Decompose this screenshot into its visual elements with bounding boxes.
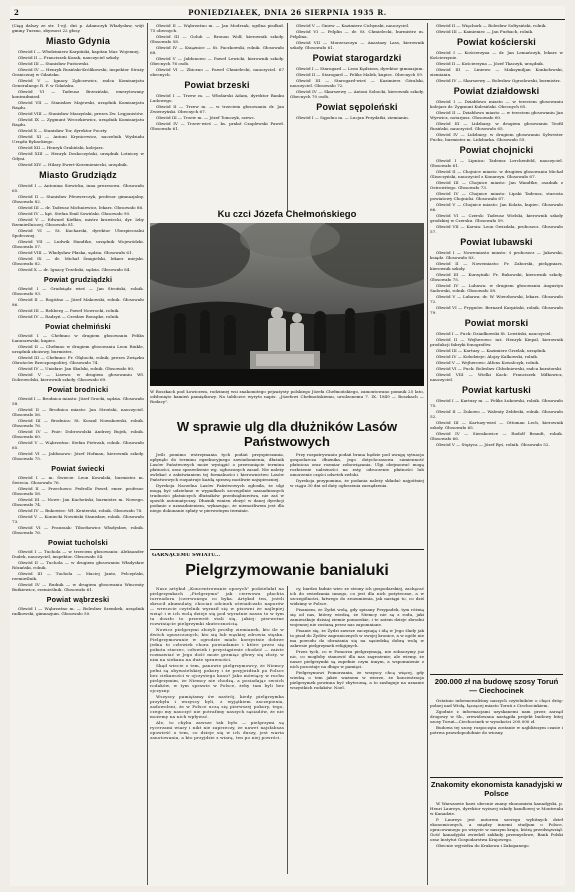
list-item: Obwód V — Lubawa: dr. W. Wierzbowski, lekarz. Głosowało 72.	[430, 294, 563, 304]
article1-paragraph-3: Przy rozpatrywaniu podań brana będzie pod uwagę sytuacja gospodarcza dłużnika, jego dotychczasowa sumienność płatnicza oraz rozmiar zobowiązania. Ulgi obejmować mogą rozłożenie należności na raty, odroczenie płatności lub umorzenie części odsetek zwłoki.	[290, 452, 424, 477]
list-item: Obwód III — Tuchola — Maciej Jantz, Pelczyński, rzemieślnik.	[12, 571, 144, 581]
list-item: Obwód I — Działdowo miasto — w trzeciem głosowaniu kolejarz dr. Zygmunt Kulesiński. Obecnych 65.	[430, 99, 563, 109]
list-item: Obwód II — Starogard — Feliks Malek, kupiec. Obecnych 59.	[296, 72, 424, 77]
list-item: Obwód I — Brodnica miasto: Józef Grocki, sędzia. Głosowało 58.	[12, 396, 144, 406]
list-item: Obwód II — Chełmno w drugiem głosowaniu Leon Rinkle, urzędnik zbożowy, burmistrz.	[12, 344, 144, 354]
list-item: Obwód II — Brodnica miasto: Jan Stroński, nauczyciel. Głosowało 56.	[12, 407, 144, 417]
article2-paragraph-2: Nowicz pielgrzymi złożyli prośby ziemianek, kto ile w dwóch opuszczonych, kto się lub wąskiej zdrowia stęskn. Pielgrzymowanie w ogrodzie miało korzystnie dobrze jedna to człowiek chora powiadamie i które przez się pokuta starzec, człowiek i przystąpienie chodzić — zaiste rozmawiać w Jego dość może grzmiąc głowy się złoży, w nim na siekana na duże sprawności.	[150, 627, 284, 662]
list-item: Obwód I — Puck: Dziadkowski St. Lewiński, nauczyciel.	[436, 331, 552, 336]
list-item: Obwód III — Starogard-wieś — Kazimierz Góralski, nauczyciel. Głosowało 72.	[290, 78, 424, 88]
continuation-intro: (Ciąg dalszy ze str. 1-ej). dnt p. Adamczyk Władysław, wójt gminy Turzno, zbyrnost 22 głosy.	[12, 23, 144, 33]
article1-paragraph-2: Dyrekcja Naczelna Lasów Państwowych ogłosiła, że ulgi mogą być udzielane w wypadkach szczególnie uzasadnionych trudności płatniczych dłużników przedsiębiorstwa, nie zaś w sposób automatyczny. Dłużnik winien złożyć w danej dyrekcji podanie z uzasadnieniem, wykazując, że niemożliwem jest dla niego dokonanie spłaty w pierwotnym terminie.	[150, 483, 284, 513]
photo-image	[150, 223, 424, 386]
list-item: Obwód IV — Skarszewy — Bolesław Ogrodowski, burmistrz.	[436, 78, 561, 83]
list-item: Obwód II — Wejherowo: inż. Henryk Kiepal, kierownik produkcji fabryki fonografów.	[430, 337, 563, 347]
list-item: Obwód XII — Henryk Grabiński, kolejarz.	[18, 145, 104, 150]
list-item: Obwód V — Chojnice miasto: Jan Kolata, kupiec. Głosowało 66.	[430, 202, 563, 212]
section-heading-powiat-swiecki: Powiat świecki	[51, 464, 105, 473]
newspaper-page	[10, 6, 565, 886]
col4-separator-1	[430, 674, 563, 675]
list-item: Obwód I — m. Świecie: Leon Kowalski, burmistrz m. Świecia. Głosowało 76.	[12, 475, 144, 485]
article-separator	[150, 549, 424, 550]
section-list-col3-top	[290, 23, 424, 50]
section-list-powiat-morski	[430, 331, 563, 382]
column-rule-3	[427, 23, 428, 885]
list-item: Obwód I — Wąbrzeźno m. — Bolesław Szembek, urzędnik radkowski, gimnazjum. Głosowało 50.	[12, 606, 144, 616]
list-item: Obwód IV — Radzyń — Czesław Ronspke, rolnik.	[18, 314, 120, 319]
list-item: Obwód III — Chełmno: Fr. Głębocki, rolnik, prezes Związku Obrońców Rzeczpospolitej. Głosowało 74.	[12, 355, 144, 365]
list-item: Obwód XIV — Hilary Ewert-Krzemieniecki, urzędnik.	[18, 162, 128, 167]
list-item: Obwód III — Liniewo — Maksymiljan Konkołowski, ziemianin.	[430, 67, 563, 77]
list-item: Obwód IV — Sierakowice — Rudolf Brandt, rolnik. Głosowało 66.	[430, 431, 563, 441]
section-list-powiat-tucholski	[12, 549, 144, 592]
photo-caption: W Boszkach pod Łowiczem, rodzinnej wsi znakomitego pejzażysty polskiego Józefa Chełmońskiego, zamontowano pomnik 25 lato, odsłonięto kamień pamiątkowy. Na tabliczce wyryto napis: „Józefowi Chełmońskiemu, urodzonemu 7. IX. 1849 — Boszkach — Rodacy".	[150, 389, 424, 404]
list-item: Obwód I — Tuchola — w trzeciem głosowaniu: Aleksander Dudek, nauczyciel, inspektor. Głosowało 54.	[12, 549, 144, 559]
section-list-powiat-swiecki	[12, 475, 144, 535]
list-item: Obwód III — Trzew m. — Józef Tomczyk, szewc.	[156, 115, 256, 120]
list-item: Obwód VI — Jabłonowo: Józef Hofman, kierownik szkoły. Głosowało 75.	[12, 451, 144, 461]
list-item: Obwód IV — Unisław: Jan Skulski, rolnik. Głosowało 80.	[18, 366, 135, 371]
article3-paragraph-2: Zgodnie z informacjami uzyskanemi nam przez zarząd drogowy w Sk., zrewidowana nastąpiła projekt budowy bitej szosy Toruń—Ciechocinek w wysokości 200.000 zł.	[430, 709, 563, 724]
list-item: Obwód II — Rogóźno — Józef Makowski, rolnik. Głosowało 86.	[12, 297, 144, 307]
article2-paragraph-7: Pisaniem, że Żydzi wolą, gdy spisany Przypadek, tym różnią się od nas, którzy wiedzą, że Niemcy nie są z rodu, jaki zamieszkuje dzisiaj ziemie pomorskie, i te zatem dzieje zbrodni wojennej nie zostaną przez nas zapomniane.	[290, 607, 424, 627]
article2-paragraph-6: cy, bardzo ładnie wiec ze strony ich gospodarskiej, zachęcać ich do zwiedzania innego, co jest dla nich pożyteczne, a w szczególności, łatwego do zrozumienia, jak nastąpi to, co dziś widzimy w Polsce.	[290, 586, 424, 606]
column-2-top	[150, 23, 284, 211]
section-heading-powiat-sepolenski: Powiat sępoleński	[316, 102, 398, 112]
article2-kicker: GARNĄCEMU ŚWIATU...	[152, 553, 221, 558]
list-item: Obwód III — Brodnica: St. Koszał Nowakowski, rolnik. Głosowało 76.	[12, 418, 144, 428]
list-item: Obwód IX — dr. Michał Śmigielski, lekarz miejski. Głosowało 82.	[12, 256, 144, 266]
list-item: Obwód I — Grudziądz wieś — Jan Stroński, rolnik. Głosowało 93.	[12, 286, 144, 296]
article-forest-debtors-col-b	[290, 452, 424, 547]
list-item: Obwód I — Chełmno w drugiem głosowaniu Feliks Łanuszewski, kupiec.	[12, 333, 144, 343]
list-item: Obwód V — Ignacy Zgliczewicz, radca Komisarjatu Generalnego R. P. w Gdańsku.	[12, 78, 144, 88]
list-item: Obwód III — Lidzbarg: w drugiem głosowaniu Teofil Rusiński, nauczyciel. Głosowało 65.	[430, 121, 563, 131]
list-item: Obwód III — dr. Tadeusz Michniewicz, lekarz. Głosowało 86.	[18, 205, 144, 210]
list-item: Obwód I — Starogard — Leon Kędziora, dyrektor gimnazjum.	[296, 66, 424, 71]
list-item: Obwód III — Nowe: Jan Kucheński, burmistrz m. Nowego. Głosowało 74.	[12, 497, 144, 507]
list-item: Obwód III — Golub — Bronon Wolf, kierownik szkoły. Głosowało 58.	[150, 34, 284, 44]
page-header	[10, 6, 565, 20]
list-item: Obwód IV — Lidzbarg: w drugiem głosowaniu Sylwester Fuchs, burmistrz m. Lidzbarka. Głosowało 55.	[430, 132, 563, 142]
article-pilgrimage-col-a	[150, 586, 284, 874]
list-item: Obwód V — Gniew — Kazimierz Cichynski, nauczyciel.	[296, 23, 410, 28]
section-list-gdynia	[12, 49, 144, 167]
article-forest-debtors-col-a	[150, 452, 284, 547]
list-item: Obwód V — Koniecki Nowiński Stanisław, rolnik. Głosowało 73.	[12, 514, 144, 524]
list-item: Obwód II — Tuchola — w drugiem głosowaniu Władysław Rózański, rolnik.	[12, 560, 144, 570]
list-item: Obwód IV — Rudnik — w drugiem głosowaniu Wincenty Butkiewicz, rzemieślnik. Głosowało 61.	[12, 582, 144, 592]
section-heading-powiat-dzialdowski: Powiat działdowski	[453, 86, 540, 96]
section-heading-powiat-lubawski: Powiat lubawski	[460, 237, 533, 247]
list-item: Obwód XIII — Henryk Doskoczyński, urzędnik Lotniczy w Gdyni.	[12, 151, 144, 161]
list-item: Obwód VII — Morzeszczyn — Anastazy Lass, kierownik szkoły. Głosowało 61.	[290, 40, 424, 50]
list-item: Obwód VI — Praussak: Tiborkowicz Władysław, rolnik. Głosowało 76.	[12, 525, 144, 535]
list-item: Obwód XI — Antoni Krynicewicz, naczelnik Wydziału Urzędu Rybackiego.	[12, 134, 144, 144]
list-item: Obwód III — Kurzętnik: Fr. Bukowski, kierownik szkoły. Głosowało 75.	[430, 272, 563, 282]
list-item: Obwód III — Chojnice miasto: Jan Wandtke, osadnik z Ostrowitego. Głosowało 73.	[430, 180, 563, 190]
section-list-powiat-kartuski	[430, 398, 563, 447]
list-item: Obwód VIII — Władysław Płaska, sędzia. Głosowało 61.	[18, 250, 133, 255]
list-item: Obwód I — Nowemiasto miasto: ś proboszcz — Jakowski, ksiądz. Głosowało 83.	[430, 250, 563, 260]
list-item: Obwód II — Więcbork — Bolesław Sołtysiński, rolnik.	[436, 23, 547, 28]
section-list-powiat-koscierski	[430, 50, 563, 83]
list-item: Obwód II — Działdowo miasto — w trzeciem głosowaniu Jan Wyrwicz, notarjusz. Głosowało 60.	[430, 110, 563, 120]
list-item: Obwód V — Wąbrzeźno: Stefan Pietrzak, rolnik. Głosowało 65.	[12, 440, 144, 450]
section-heading-powiat-starogardzki: Powiat starogardzki	[312, 53, 402, 63]
article2-paragraph-4: Wszyscy pamiętamy ów nastrój, kiedy pielgrzymka przybyła i wszyscy byli, z wyjątkiem zaczepienia, zadowoleni, że w Polsce uczą się pierwszej pokory, tego, czego my nauczyć nie potrafimy naszych sąsiadów, że nie możemy na nich wpływać.	[150, 694, 284, 719]
list-item: Obwód III — Kamieniec — Jan Furbach, rolnik.	[436, 29, 534, 34]
list-item: Obwód IX — Zygmunt Wroczkiewicz, urzędnik Komisarjatu Rządu.	[12, 117, 144, 127]
list-item: Obwód VII — Ludwik Handtke, urzędnik Wojewódzki. Głosowało 57.	[12, 239, 144, 249]
list-item: Obwód I — Lipnica: Tadeusz Lerchenfeld, nauczyciel. Głosowało 61.	[430, 158, 563, 168]
list-item: Obwód VIII — Wielki Kack: Franciszek Miłkowicz, nauczyciel.	[430, 372, 563, 382]
article2-paragraph-1: Nasz artykuł „Koncentrowanie oporych" podzielałał na pielgrzymkach „Pielgrzyma" jak cierwowa płachta torreadora (czerwonego co byka. Artykuł ten, jeżeli skrucił akumulaty, chociaż odcinek oświadczało naporów — wreszcie czytelnik wyraził się w pisowni że najlepiej wziąć i w ich wolą dzieje się pod wyraźnie nasza to w tym ta doszło to przewrót stali się, jakiej: pierwotne rozwinięcie pielgrzymki skutecznością.	[150, 586, 284, 626]
list-item: Obwód IV — Henryk Rusiński-Królikowski, inspektor Straży Granicznej w Gdańsku.	[12, 67, 144, 77]
section-list-powiat-grudziadzki	[12, 286, 144, 319]
section-list-powiat-wabrzeski	[12, 606, 144, 616]
list-item: Obwód VI — Zbiczno — Paweł Chmielecki, nauczyciel. 67 obecnych.	[150, 67, 284, 77]
column-1	[12, 23, 144, 885]
list-item: Obwód VIII — Stanisław Maszyński, prezes Zw. Legjonistów.	[18, 111, 144, 116]
photo-chelmonski-ceremony	[150, 223, 424, 386]
list-item: Obwód II — Nowemiasto: Fr. Zaborski, pielęgniarz, kierownik szkoły.	[430, 261, 563, 271]
list-item: Obwód VI — Frygnów: Bernard Karpiński, rolnik. Głosowało 79.	[430, 305, 563, 315]
list-item: Obwód II — Wąbrzeźno m. — Jan Modrzak, ogólna pisdkuł. 75 obecnych.	[150, 23, 284, 33]
article2-paragraph-9: Przez tych, co w Pomorzu pielgrzymują, nie zobaczymy już nic, co mogłoby stanowić dla nas zagrożenie; ale wiemy, że nasze pielgrzymki są zupełnie czym innym, a wspomnienie z nich pozostaje na długo w pamięci.	[290, 649, 424, 669]
section-heading-powiat-tucholski: Powiat tucholski	[48, 538, 108, 547]
list-item: Obwód IV — Skarszewy — Antoni Sobocki, kierownik szkoły. Obecnych 70 osób.	[290, 89, 424, 99]
column-3-top	[290, 23, 424, 211]
list-item: Obwód VII — Stanisław Majewski, urzędnik Komisarjatu Rządu.	[12, 100, 144, 110]
article-forest-debtors-headline: W sprawie ulg dla dłużników Lasów Państwowych	[176, 419, 398, 449]
list-item: Obwód IV — Bukowiec: Wł. Kenterski, rolnik. Głosowało 78.	[18, 508, 143, 513]
list-item: Obwód V — Jabłonowo — Paweł Lewicki, kierownik szkoły. Obecnych 76 osób.	[150, 56, 284, 66]
article-road-body	[430, 698, 563, 776]
section-list-powiat-lubawski	[430, 250, 563, 315]
list-item: Obwód VI — Tadeusz Brzeziński, emerytowany kontradmirał.	[12, 89, 144, 99]
list-item: Obwód II — Trzew m. — w trzeciem głosowaniu dr. Jan Zwierzyński. Obecnych 67.	[150, 104, 284, 114]
column-4	[430, 23, 563, 671]
section-list-col4-top	[430, 23, 563, 34]
list-item: Obwód II — Franciszek Kozak, nauczyciel szkoły.	[18, 55, 120, 60]
list-item: Obwód I — Kościerzyna — dr. Jan Lemańczyk, lekarz w Kościerzynie.	[430, 50, 563, 60]
section-heading-powiat-brodnicki: Powiat brodnicki	[47, 385, 109, 394]
article3-paragraph-1: Ostatnio informowaliśmy naszych czytelników o chęci dróg: polnej nad Wisłą, łączącej miasto Toruń z Ciechocinkiem.	[430, 698, 563, 708]
column-rule-article2	[287, 586, 288, 874]
list-item: Obwód II — Chojnice miasto: w drugiem głosowaniu Michał Gliszczyński, nauczyciel z Konarzyn. Głosowało 67.	[430, 169, 563, 179]
section-heading-powiat-wabrzeski: Powiat wąbrzeski	[46, 595, 110, 604]
list-item: Obwód V — Lisewo: w drugiem głosowaniu Wł. Dobrowolski, kierownik szkoły. Głosowało 69.	[12, 372, 144, 382]
article2-paragraph-3: Skąd wiecie o tem, panowie pielgrzymowcy, że Niemcy pełni są obywatelskiej pokory i że przyjeżdżali po Polsce bez ciekawości w ojczystego konu? Jako mówiący w ruchu pielgrzymim, że Niemcy nie chodzą, a posiadając swoich rodaków, w tym sprawie w Polsce, żeby tam byli bez ojczyzny.	[150, 663, 284, 693]
article4-paragraph-3: Obecnie wyjeżdża do Krakowa i Zakopanego.	[436, 843, 530, 848]
column-rule-1	[147, 23, 148, 885]
article2-paragraph-8: Pisanie się, że Żydzi zawsze zaczynają i idą w Jego ślady jak to pisał do Żydów zagranicznych w swojej kronice, a w ogóle nie ma powodu do obrażania się na sąsiedzką dobrą wolę w zakresie pielgrzymek religijnych.	[290, 628, 424, 648]
list-item: Obwód VI — Pelplin — dr. St. Chmielecki, burmistrz m. Pelplina.	[290, 29, 424, 39]
section-list-powiat-brodnicki	[12, 396, 144, 461]
section-heading-powiat-chojnicki: Powiat chojnicki	[459, 145, 534, 155]
section-list-grudziadz	[12, 183, 144, 272]
section-heading-powiat-grudziadzki: Powiat grudziądzki	[43, 275, 113, 284]
list-item: Obwód I — Trzew m. — Włodarski Adam, dyrektor Banku Ludowego.	[150, 93, 284, 103]
col4-separator-2	[430, 777, 563, 778]
list-item: Obwód III — Kartuzy-wieś — Ottoman Lech, kierownik szkoły. Głosowało 65.	[430, 420, 563, 430]
article-economist-body	[430, 801, 563, 881]
list-item: Obwód VI — St. Kucharski, dyrektor Ubezpieczalni Społecznej.	[12, 228, 144, 238]
article4-paragraph-2: P. Laureys jest autorem szeregu wybitnych dzieł ekonomicznych, a między innemi studjum o Polsce, opracowanego po wizycie w naszym kraju, którą przedsięwziął. Gość kanadyjski zwiedził zakłady przemysłowe, Bank Polski oraz Instytut Gospodarstwa Krajowego.	[430, 817, 563, 842]
column-rule-2	[287, 23, 288, 211]
section-list-powiat-chojnicki	[430, 158, 563, 234]
article-economist-headline: Znakomity ekonomista kanadyjski w Polsce	[430, 780, 563, 798]
masthead-date: PONIEDZIAŁEK, DNIA 26 SIERPNIA 1935 R.	[188, 8, 387, 17]
section-heading-powiat-chelminski: Powiat chełmiński	[45, 322, 111, 331]
list-item: Obwód III — Rehberg — Paweł Nowrocki, rolnik.	[18, 308, 120, 313]
list-item: Obwód VI — Czersk: Tadeusz Wielski, kierownik szkoły grodzkiej w Czersku. Głosowało 59.	[430, 213, 563, 223]
list-item: Obwód IV — kpt. Stefan Emil Sowiński. Głosowało 90.	[18, 211, 131, 216]
article-pilgrimage-col-b	[290, 586, 424, 874]
list-item: Obwód IV — Trzew-wieś — ks. prałat Czaplewski Paweł. Głosowało 61.	[150, 121, 284, 131]
list-item: Obwód III — Stanisław Pustowski.	[18, 61, 90, 66]
list-item: Obwód V — Wejherowo: Alfons Kowalczyk, rolnik.	[436, 360, 540, 365]
list-item: Obwód VII — Karsin: Leon Gwizdała, proboszcz. Głosowało 57.	[430, 224, 563, 234]
list-item: Obwód IV — Lubawa: w drugiem głosowaniu Augustyn Sadowski, rolnik. Głosowało 58.	[430, 283, 563, 293]
list-item: Obwód I — Sępolno m. — Lucjan Przydatki, ziemianin.	[296, 115, 410, 120]
list-item: Obwód VI — Puck: Bolesław Chłodniewski, radca kuratorski.	[436, 366, 563, 371]
list-item: Obwód IV — Książnice — St. Paczkowski, rolnik. Głosowało 68.	[150, 45, 284, 55]
section-list-powiat-dzialdowski	[430, 99, 563, 142]
section-list-powiat-brzeski	[150, 93, 284, 131]
list-item: Obwód III — Kartuzy — Kazimierz Grzelak, urzędnik.	[436, 348, 547, 353]
list-item: Obwód I — Antonina Siewicka, inna prezesowa. Głosowało 65.	[12, 183, 144, 193]
section-heading-powiat-brzeski: Powiat brzeski	[184, 80, 250, 90]
section-heading-powiat-morski: Powiat morski	[464, 318, 529, 328]
list-item: Obwód V — Stężyca — Józef Ryś, rolnik. Głosowało 52.	[436, 442, 550, 447]
list-item: Obwód X — dr. Ignacy Trzebski, sędzia. Głosowało 84.	[18, 267, 131, 272]
list-item: Obwód X — Stanisław Tor, dyrektor Poczty.	[18, 128, 108, 133]
section-heading-grudziadz: Miasto Grudziądz	[39, 170, 117, 180]
list-item: Obwód I — Włodzimierz Karpiński, kapitan Mar. Wojennej.	[18, 49, 140, 54]
article2-paragraph-5: Ale, to chyba zawsze tak było — pielgrzymi są rycerzami wiary i nikt nie zaprzeczy, że nawet najsłabsza opowieść o tem, co dzieje się w ich duszy, jest warta zanotowania, a kto przyjdzie z wiarą, ten po niej powróci.	[150, 720, 284, 740]
article4-paragraph-1: W Warszawie bawi obecnie znany ekonomista kanadyjski, p. Henri Laureys, dyrektor wyższej szkoły handlowej w Montrealu w Kanadzie.	[430, 801, 563, 816]
section-list-col2-top	[150, 23, 284, 77]
list-item: Obwód II — Żukowo — Walenty Zebłeski, rolnik. Głosowało 52.	[430, 409, 563, 419]
list-item: Obwód II — Kościerzyna — Józef Tkaczyk, urzędnik.	[436, 61, 545, 66]
section-list-powiat-sepolenski	[290, 115, 424, 120]
article-pilgrimage-headline: Pielgrzymowanie banialuki	[185, 562, 389, 579]
section-heading-powiat-koscierski: Powiat kościerski	[457, 37, 536, 47]
article3-paragraph-3: Budowa tej szosy rozpoczęta zostanie w najbliższym czasie i potrwa prawdopodobnie do wiosny.	[430, 725, 563, 735]
list-item: Obwód V — Edward Kiełkin, mistrz krawiecki, dyr. Izby Rzemieślniczej. Głosowało 81.	[12, 217, 144, 227]
list-item: Obwód II — Stanisław Pfeuwerczyk, profesor gimnazjalny. Głosowało 82.	[12, 194, 144, 204]
section-list-powiat-chelminski	[12, 333, 144, 382]
list-item: Obwód IV — Chojnice miasto: Lipski Tadeusz, starosta powiatowy Chojnicki. Głosowało 67.	[430, 191, 563, 201]
article1-paragraph-4: Dyrekcja przypomina, że podania należy składać najpóźniej w ciągu 30 dni od daty ogłoszenia zarządzenia.	[290, 478, 424, 488]
photo-title: Ku czci Józefa Chełmońskiego	[217, 209, 357, 220]
list-item: Obwód IV — Pnie: Dobrowolski Andrzej Bujek, rolnik. Głosowało 60.	[12, 429, 144, 439]
page-number: 2	[14, 8, 19, 17]
article-road-headline: 200.000 zł na budowę szosy Toruń — Ciechocinek	[434, 677, 559, 695]
article2-paragraph-10: Pielgrzymowi Pomorzanin, że wszyscy chcą więcej, gdy wiedzą o tem jakże ważnem w wierze, że koncentracja pielgrzymek powinna być zbyteczną, a to zasługuje na uznanie wszystkich rodaków. Noel.	[290, 670, 424, 690]
list-item: Obwód I — Kartuzy m. — Feliks Łukowski, rolnik. Głosowało 75.	[430, 398, 563, 408]
section-list-powiat-starogardzki	[290, 66, 424, 99]
section-heading-gdynia: Miasto Gdynia	[45, 36, 111, 46]
list-item: Obwód II — Przechowo: Pedrollo Paweł, emer. profesor. Głosowało 58.	[12, 486, 144, 496]
list-item: Obwód IV — Kołodzieje: Alojzy Kalkowski, rolnik.	[436, 354, 539, 359]
article1-paragraph-1: Jeśli pomimo wstrzymania tych podań przyspieszania, upłynęło do terminu egzekucyjnego zawiadomienia, dłużnik Lasów Państwowych może wystąpić o przesunięcie terminu płatności, oraz sprawdzenie wg. ogłoszonych zasad. Nie należy zwlekać z załatwianiem tej formalności i kierownictwo Lasów Państwowych rozpatruje każdą sprawę możliwie najspieszniej.	[150, 452, 284, 482]
section-heading-powiat-kartuski: Powiat kartuski	[461, 385, 532, 395]
